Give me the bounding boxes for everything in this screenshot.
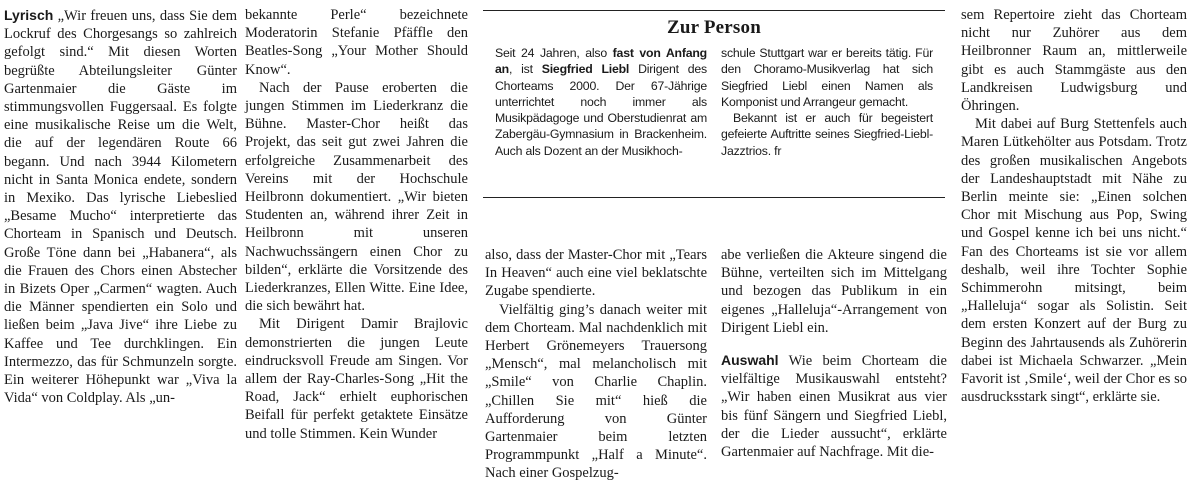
article-column-3 [485,246,707,483]
info-box-paragraph: Seit 24 Jahren, also fast von Anfang an, ist Siegfried Liebl Dirigent des Chorteams 2000. Der 67-Jährige unterrichtet noch immer als Musikpädagoge und Oberstudienrat am Zabergäu-Gymnasium in Brackenheim. Auch als Dozent an der Musikhoch- [495,46,707,158]
kicker-lyrisch: Lyrisch [4,7,54,23]
info-box-paragraph: Bekannt ist er auch für begeistert gefeierte Auftritte seines Siegfried-Liebl-Jazztrios. fr [721,111,933,158]
info-box-zur-person [483,10,945,196]
paragraph: Lyrisch „Wir freuen uns, dass Sie dem Lockruf des Chorgesangs so zahlreich gefolgt sind.“ Mit diesen Worten begrüßte Abteilungsleiter Günter Gartenmaier die Gäste im stimmungsvollen Fuggersaal. Es folgte eine musikalische Reise um die Welt, die auf der legendären Route 66 begann. Und nach 3944 Kilometern nicht in Santa Monica endete, sondern in Mexiko. Das lyrische Liebeslied „Besame Mucho“ interpretierte das Chorteam in Spanisch und Deutsch. Große Töne dann bei „Habanera“, als die Frauen des Chors einen Abstecher in Bizets Oper „Carmen“ wagten. Auch die Männer spendierten ein Solo und ließen beim „Java Jive“ ihre Liebe zu Kaffee und Tee durchklingen. Ein Intermezzo, das für Schmunzeln sorgte. Ein weiterer Höhepunkt war „Viva la Vida“ von Coldplay. Als „un- [4,7,237,407]
paragraph: also, dass der Master-Chor mit „Tears In Heaven“ auch eine viel beklatschte Zugabe spendierte. [485,247,707,300]
paragraph: Nach der Pause eroberten die jungen Stimmen im Liederkranz die Bühne. Master-Chor heißt das Projekt, das seit gut zwei Jahren die erfolgreiche Zusammenarbeit des Vereins mit der Hochschule Heilbronn dokumentiert. „Wir bieten Studenten an, während ihrer Zeit in Heilbronn mit unseren Nachwuchssängern einen Chor zu bilden“, erklärte die Vorsitzende des Liederkranzes, Ellen Witte. Eine Idee, die sich bewährt hat. [245,79,468,315]
article-column-4 [721,246,947,461]
paragraph: Mit Dirigent Damir Brajlovic demonstrierten die jungen Leute eindrucksvoll Freude am Singen. Vor allem der Ray-Charles-Song „Hit the Road, Jack“ erhielt euphorischen Beifall für perfekt getaktete Einsätze und tolle Stimmen. Kein Wunder [245,316,468,442]
paragraph: bekannte Perle“ bezeichnete Moderatorin Stefanie Pfäffle den Beatles-Song „Your Mother Should Know“. [245,7,468,78]
paragraph: Mit dabei auf Burg Stettenfels auch Maren Lütkehölter aus Potsdam. Trotz des großen musikalischen Angebots der Landeshauptstadt mit Nähe zu Berlin meinte sie: „Einen solchen Chor mit Mischung aus Pop, Swing und Gospel kenne ich bei uns nicht.“ Fan des Chorteams ist sie vor allem deshalb, weil ihre Tochter Sophie Schimmerohn mitsingt, beim „Halleluja“ sogar als Solistin. Seit dem ersten Konzert auf der Burg zu Beginn des Jahrtausends als Zuhörerin dabei ist Michaela Schwarzer. „Mein Favorit ist ‚Smile‘, weil der Chor es so ausdrucksstark singt“, erklärte sie. [961,116,1187,406]
kicker-auswahl: Auswahl [721,352,779,369]
paragraph: Vielfältig ging’s danach weiter mit dem Chorteam. Mal nachdenklich mit Herbert Grönemeyers Trauersong „Mensch“, mal melancholisch mit „Smile“ von Charlie Chaplin. „Chillen Sie mit“ hieß die Aufforderung von Günter Gartenmaier beim letzten Programmpunkt „Half a Minute“. Nach einer Gospelzug- [485,301,707,482]
info-box-left-column [495,45,707,159]
article-column-1 [4,6,237,407]
info-box-divider [483,197,945,198]
paragraph: Auswahl Wie beim Chorteam die vielfältige Musikauswahl entsteht? „Wir haben einen Musikrat aus vier bis fünf Sängern und Siegfried Liebl, der die Lieder aussucht“, erklärte Gartenmaier auf Nachfrage. Mit die- [721,352,947,461]
paragraph: abe verließen die Akteure singend die Bühne, verteilten sich im Mittelgang und bezogen das Publikum in ein eigenes „Halleluja“-Arrangement von Dirigent Liebl ein. [721,247,947,336]
article-column-2 [245,6,468,443]
paragraph: sem Repertoire zieht das Chorteam nicht nur Zuhörer aus dem Heilbronner Raum an, mittlerweile gibt es auch Stammgäste aus den Landkreisen Ludwigsburg und Öhringen. [961,7,1187,115]
info-box-paragraph: schule Stuttgart war er bereits tätig. Für den Choramo-Musikverlag hat sich Siegfried Liebl einen Namen als Komponist und Arrangeur gemacht. [721,46,933,109]
article-column-5 [961,6,1187,406]
info-box-right-column [721,45,933,159]
info-box-title: Zur Person [666,17,761,38]
